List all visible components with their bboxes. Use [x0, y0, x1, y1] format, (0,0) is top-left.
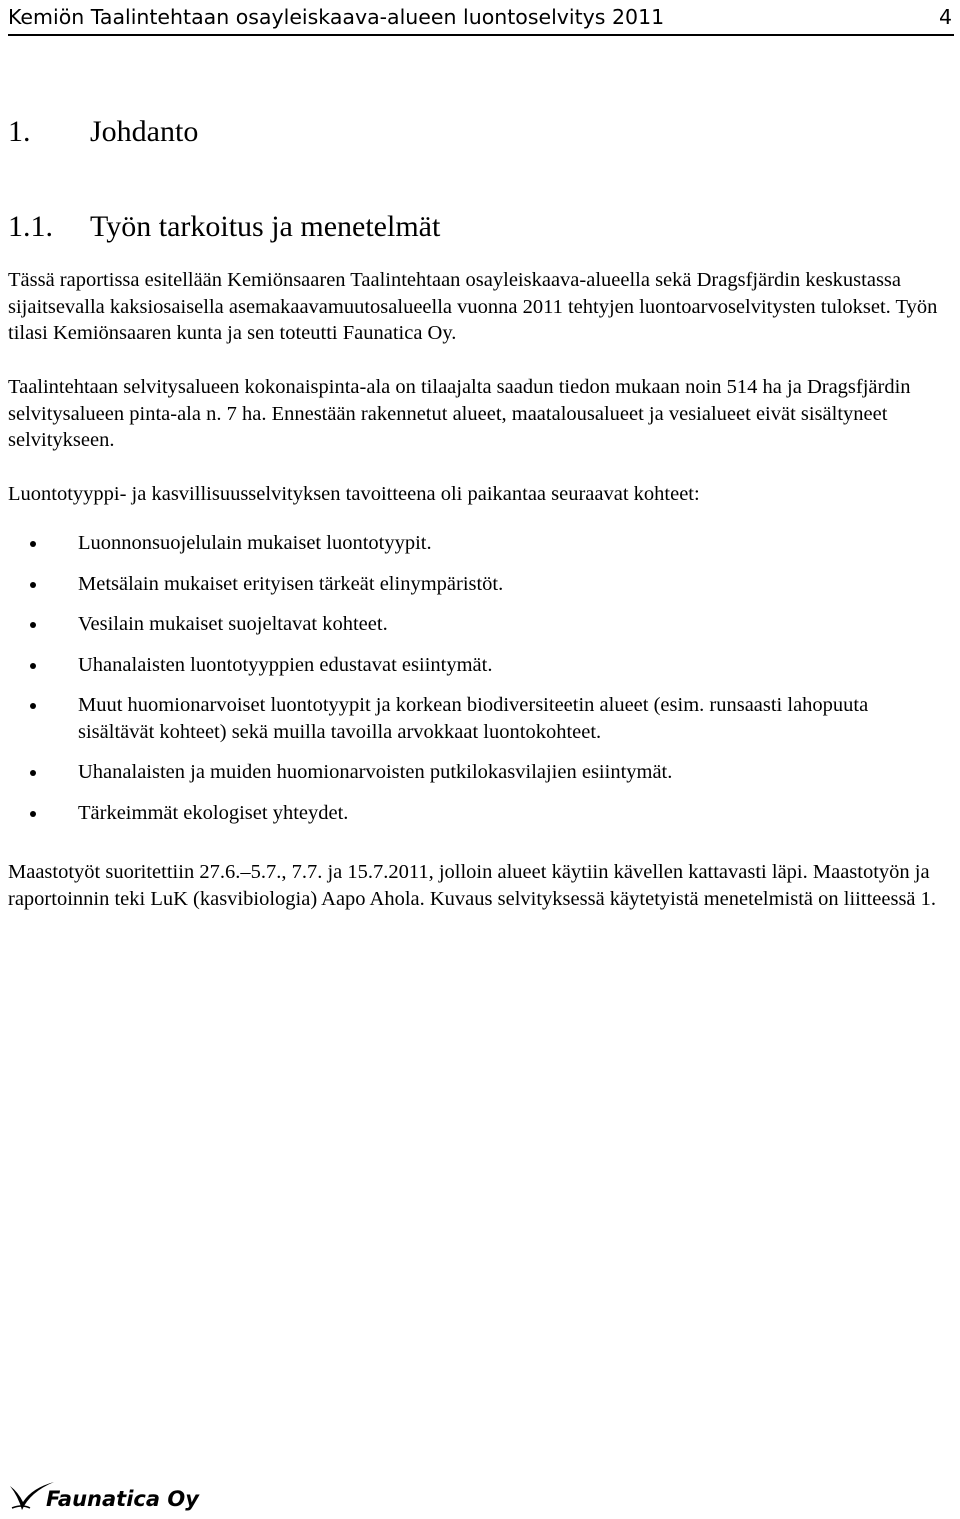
list-item-text: Metsälain mukaiset erityisen tärkeät elinympäristöt. [78, 572, 504, 595]
list-item [0, 800, 938, 827]
list-item [0, 759, 938, 786]
list-item [0, 652, 938, 679]
list-item [0, 611, 938, 638]
header-title: Kemiön Taalintehtaan osayleiskaava-alueen luontoselvitys 2011 [8, 5, 665, 29]
bullet-icon [30, 582, 36, 588]
list-item-text: Luonnonsuojelulain mukaiset luontotyypit. [78, 532, 432, 554]
paragraph-fieldwork: Maastotyöt suoritettiin 27.6.–5.7., 7.7. ja 15.7.2011, jolloin alueet käytiin kävellen kattavasti läpi. Maastotyön ja raportoinnin teki LuK (kasvibiologia) Aapo Ahola. Kuvaus selvityksessä käytetyistä menetelmistä on liitteessä 1. [8, 861, 937, 910]
faunatica-logo [8, 1478, 208, 1516]
paragraph-goal: Luontotyyppi- ja kasvillisuusselvityksen tavoitteena oli paikantaa seuraavat kohteet: [8, 483, 700, 505]
bullet-icon [30, 703, 36, 709]
list-item [0, 571, 938, 598]
section-title: Johdanto [90, 115, 199, 148]
section-heading [8, 112, 198, 152]
bullet-icon [30, 663, 36, 669]
list-item-text: Tärkeimmät ekologiset yhteydet. [78, 801, 349, 824]
list-item [0, 530, 938, 557]
bullet-icon [30, 541, 36, 547]
list-item-text: Vesilain mukaiset suojeltavat kohteet. [78, 613, 388, 635]
subsection-heading [8, 207, 440, 247]
paragraph-area: Taalintehtaan selvitysalueen kokonaispinta-ala on tilaajalta saadun tiedon mukaan noin 514 ha ja Dragsfjärdin selvitysalueen pinta-ala n. 7 ha. Ennestään rakennetut alueet, maatalousalueet ja vesialueet eivät sisältyneet selvitykseen. [8, 376, 911, 451]
page-header [8, 0, 954, 36]
logo-text: Faunatica Oy [46, 1487, 199, 1511]
section-number: 1. [8, 115, 31, 148]
subsection-number: 1.1. [8, 210, 53, 243]
target-list [0, 530, 950, 840]
bullet-icon [30, 770, 36, 776]
paragraph-intro: Tässä raportissa esitellään Kemiönsaaren Taalintehtaan osayleiskaava-alueella sekä Dragsfjärdin keskustassa sijaitsevalla kaksiosaisella asemakaavamuutosalueella vuonna 2011 tehtyjen luontoarvoselvitysten tulokset. Työn tilasi Kemiönsaaren kunta ja sen toteutti Faunatica Oy. [8, 269, 938, 344]
list-item [0, 692, 938, 745]
bullet-icon [30, 811, 36, 817]
subsection-title: Työn tarkoitus ja menetelmät [90, 210, 441, 243]
list-item-text: Uhanalaisten ja muiden huomionarvoisten putkilokasvilajien esiintymät. [78, 761, 673, 783]
page-number: 4 [938, 5, 952, 29]
list-item-text: Muut huomionarvoiset luontotyypit ja korkean biodiversiteetin alueet (esim. runsaasti lahopuuta sisältävät kohteet) sekä muilla tavoilla arvokkaat luontokohteet. [78, 694, 869, 743]
list-item-text: Uhanalaisten luontotyyppien edustavat esiintymät. [78, 653, 493, 676]
bullet-icon [30, 622, 36, 628]
